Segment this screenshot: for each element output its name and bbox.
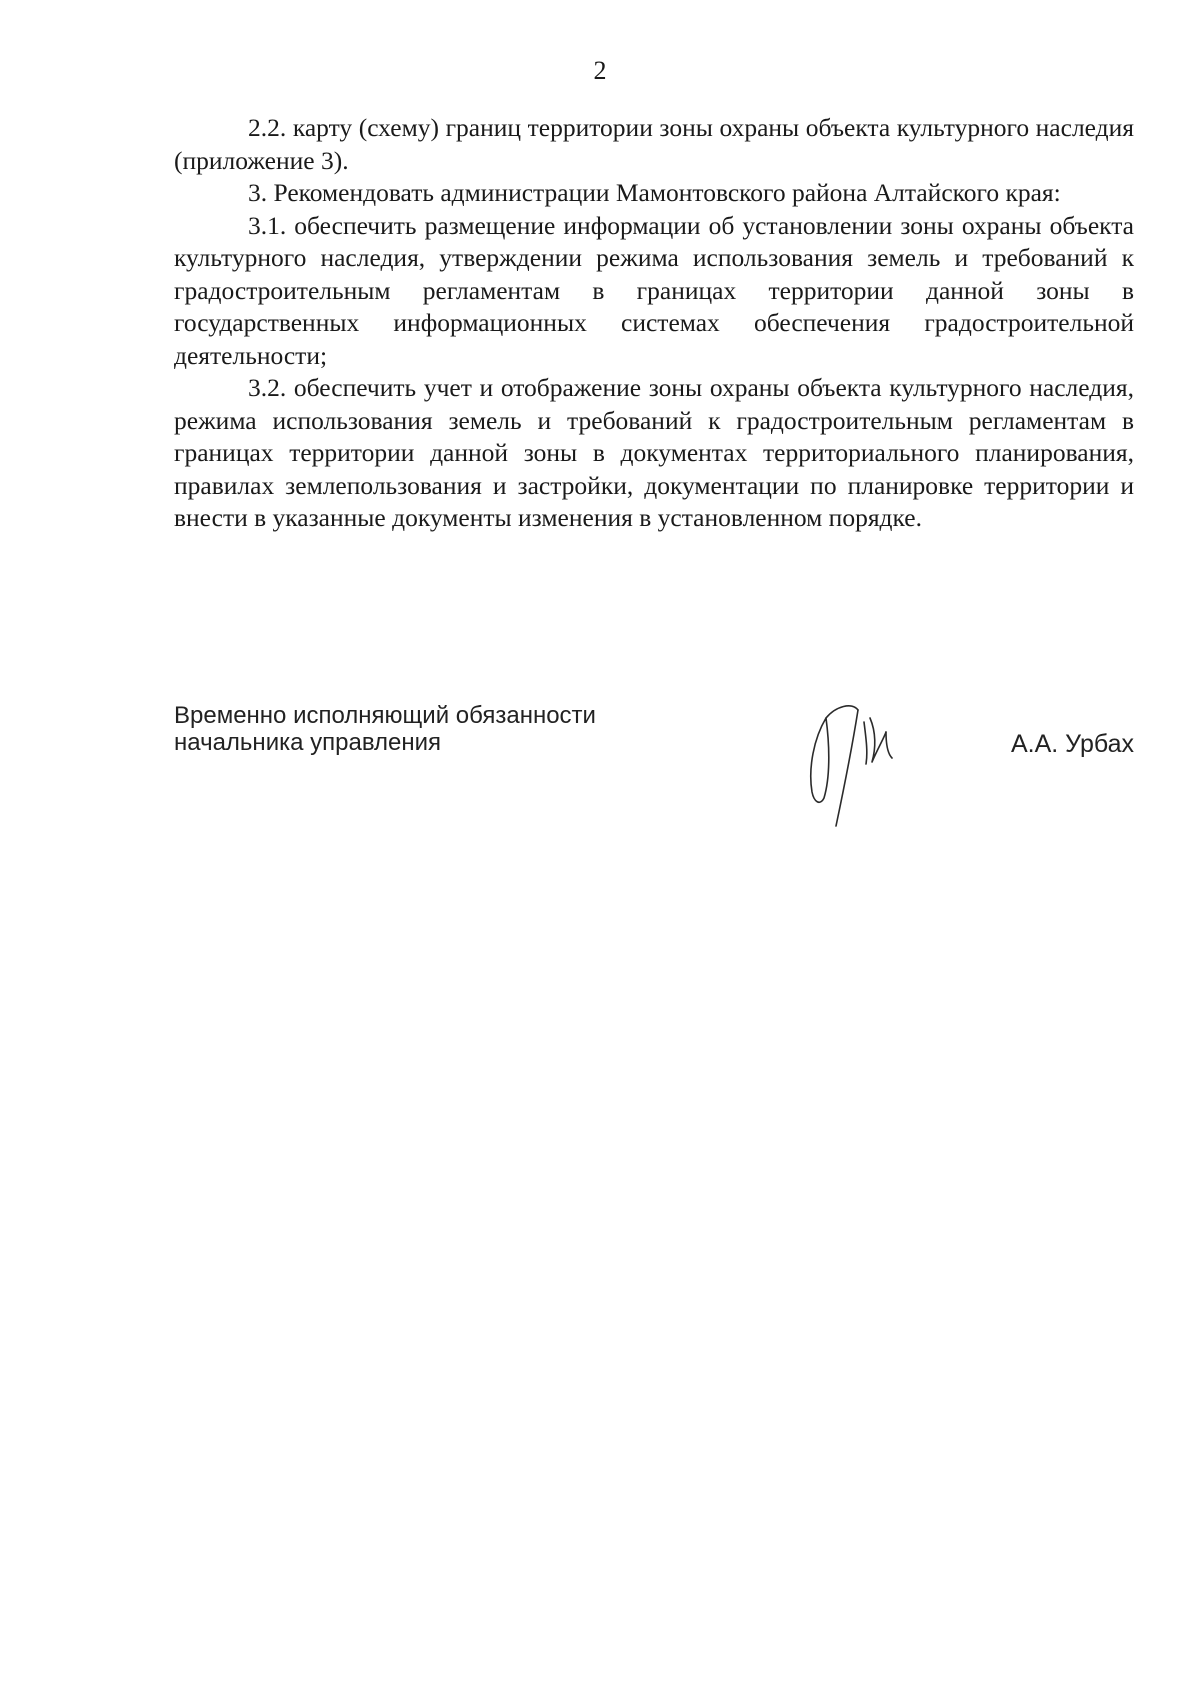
signatory-name: А.А. Урбах (1011, 730, 1134, 758)
document-body (174, 112, 1134, 535)
handwritten-signature (786, 688, 936, 828)
signatory-title-line-1: Временно исполняющий обязанности (174, 702, 596, 729)
paragraph-3: 3. Рекомендовать администрации Мамонтовского района Алтайского края: (248, 178, 1061, 207)
page-number: 2 (593, 56, 607, 85)
signatory-title (174, 702, 596, 756)
paragraph-2-2: 2.2. карту (схему) границ территории зоны охраны объекта культурного наследия (приложение 3). (174, 113, 1134, 175)
paragraph-3-1: 3.1. обеспечить размещение информации об установлении зоны охраны объекта культурного наследия, утверждении режима использования земель и требований к градостроительным регламентам в границах территории данной зоны в государственных информационных системах обеспечения градостроительной деятельности; (174, 210, 1134, 370)
paragraph-3-2: 3.2. обеспечить учет и отображение зоны охраны объекта культурного наследия, режима использования земель и требований к градостроительным регламентам в границах территории данной зоны в документах территориального планирования, правилах землепользования и застройки, документации по планировке территории и внести в указанные документы изменения в установленном порядке. (174, 373, 1134, 532)
signatory-title-line-2: начальника управления (174, 729, 442, 756)
signature-block (174, 702, 1134, 842)
